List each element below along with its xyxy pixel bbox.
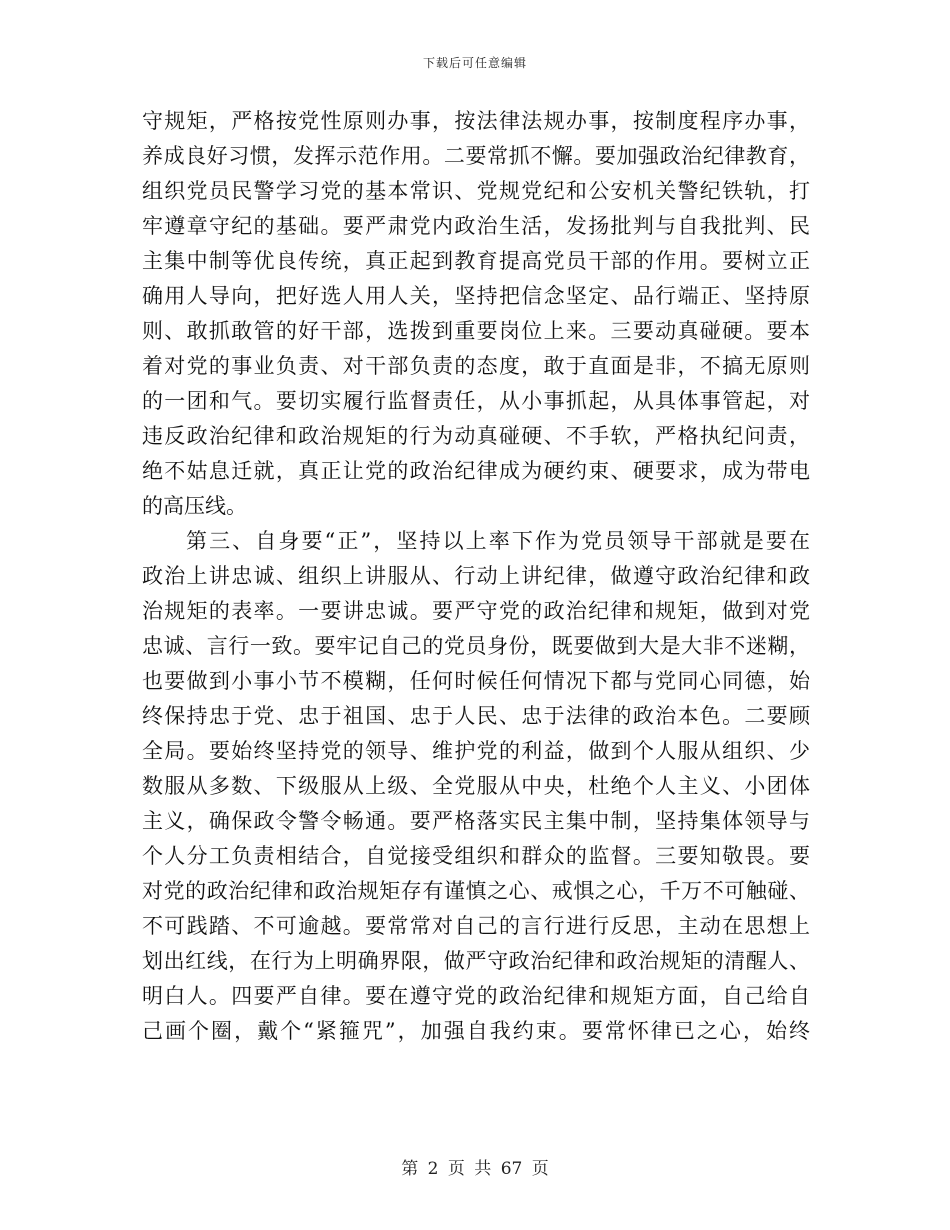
text-line: 违反政治纪律和政治规矩的行为动真碰硬、不手软，严格执纪问责， <box>142 424 810 448</box>
text-line: 忠诚、言行一致。要牢记自己的党员身份，既要做到大是大非不迷糊， <box>142 634 810 658</box>
text-line: 绝不姑息迁就，真正让党的政治纪律成为硬约束、硬要求，成为带电 <box>142 459 810 483</box>
text-line: 终保持忠于党、忠于祖国、忠于人民、忠于法律的政治本色。二要顾 <box>142 704 810 728</box>
text-line: 则、敢抓敢管的好干部，选拨到重要岗位上来。三要动真碰硬。要本 <box>142 319 810 343</box>
text-line: 守规矩，严格按党性原则办事，按法律法规办事，按制度程序办事， <box>142 109 810 133</box>
text-line: 明白人。四要严自律。要在遵守党的政治纪律和规矩方面，自己给自 <box>142 984 810 1008</box>
text-line: 的高压线。 <box>142 494 247 518</box>
text-line: 数服从多数、下级服从上级、全党服从中央，杜绝个人主义、小团体 <box>142 774 810 798</box>
text-line: 己画个圈，戴个“紧箍咒”，加强自我约束。要常怀律已之心，始终 <box>142 1019 810 1043</box>
text-line: 也要做到小事小节不模糊，任何时候任何情况下都与党同心同德，始 <box>142 669 810 693</box>
text-line: 着对党的事业负责、对干部负责的态度，敢于直面是非，不搞无原则 <box>142 354 810 378</box>
text-line: 划出红线，在行为上明确界限，做严守政治纪律和政治规矩的清醒人、 <box>142 949 810 973</box>
text-line: 牢遵章守纪的基础。要严肃党内政治生活，发扬批判与自我批判、民 <box>142 214 810 238</box>
text-line: 政治上讲忠诚、组织上讲服从、行动上讲纪律，做遵守政治纪律和政 <box>142 564 810 588</box>
paragraph-first-line: 第三、自身要“正”，坚持以上率下作为党员领导干部就是要在 <box>186 529 810 553</box>
text-line: 对党的政治纪律和政治规矩存有谨慎之心、戒惧之心，千万不可触碰、 <box>142 879 810 903</box>
text-line: 组织党员民警学习党的基本常识、党规党纪和公安机关警纪铁轨，打 <box>142 179 810 203</box>
document-body <box>142 104 810 1049</box>
text-line: 主义，确保政令警令畅通。要严格落实民主集中制，坚持集体领导与 <box>142 809 810 833</box>
text-line: 养成良好习惯，发挥示范作用。二要常抓不懈。要加强政治纪律教育， <box>142 144 810 168</box>
page-footer: 第 2 页 共 67 页 <box>401 1159 549 1179</box>
text-line: 确用人导向，把好选人用人关，坚持把信念坚定、品行端正、坚持原 <box>142 284 810 308</box>
text-line: 主集中制等优良传统，真正起到教育提高党员干部的作用。要树立正 <box>142 249 810 273</box>
page-header: 下载后可任意编辑 <box>422 56 527 70</box>
text-line: 治规矩的表率。一要讲忠诚。要严守党的政治纪律和规矩，做到对党 <box>142 599 810 623</box>
text-line: 不可践踏、不可逾越。要常常对自己的言行进行反思，主动在思想上 <box>142 914 810 938</box>
text-line: 个人分工负责相结合，自觉接受组织和群众的监督。三要知敬畏。要 <box>142 844 810 868</box>
text-line: 的一团和气。要切实履行监督责任，从小事抓起，从具体事管起，对 <box>142 389 810 413</box>
text-line: 全局。要始终坚持党的领导、维护党的利益，做到个人服从组织、少 <box>142 739 810 763</box>
